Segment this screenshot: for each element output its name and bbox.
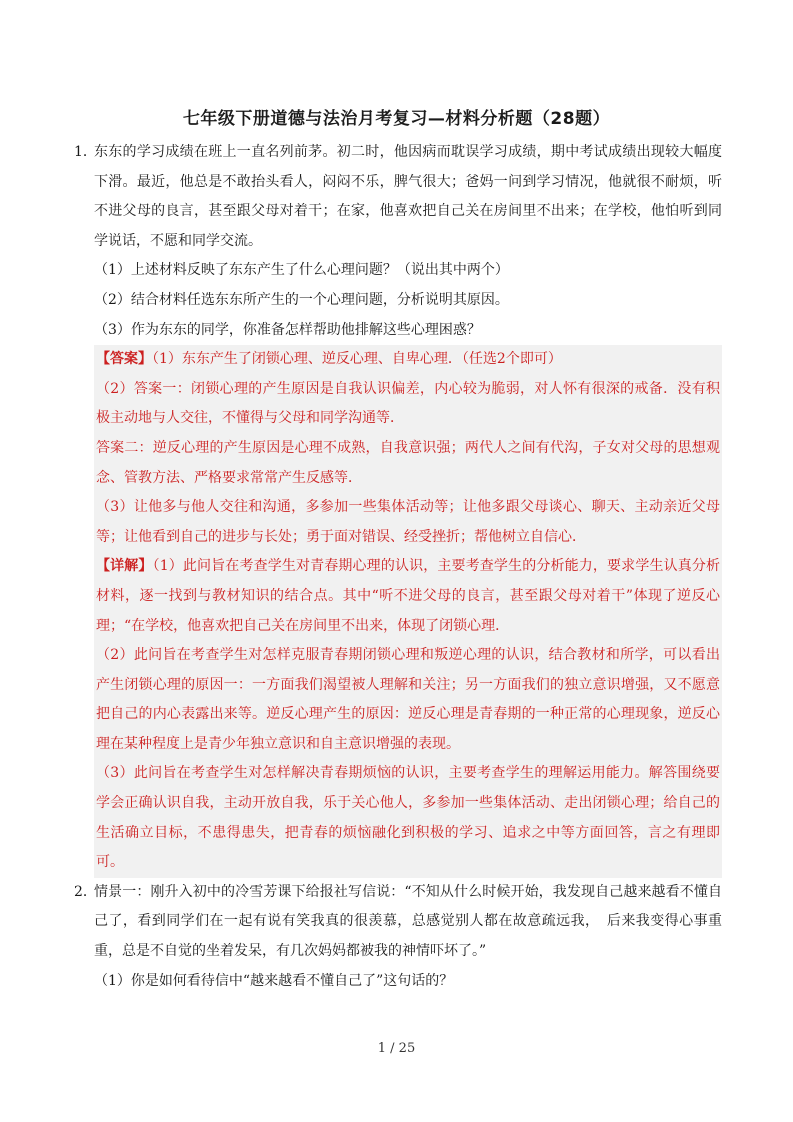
question-number: 2．	[74, 883, 97, 900]
sub-question-1: （1）上述材料反映了东东产生了什么心理问题？（说出其中两个）	[94, 262, 509, 279]
question-text: 情景一：刚升入初中的冷雪芳课下给报社写信说：“不知从什么时候开始，我发现自己越来越看不懂自己了，看到同学们在一起有说有笑我真的很羡慕，总感觉别人都在故意疏远我， 后来我变得心事重重，总是不自觉的坐着发呆，有几次妈妈都被我的神情吓坏了。”	[94, 883, 722, 960]
document-title: 七年级下册道德与法治月考复习—材料分析题（28题）	[182, 109, 611, 129]
question-number: 1．	[74, 144, 97, 160]
question-text: 东东的学习成绩在班上一直名列前茅。初二时，他因病而耽误学习成绩，期中考试成绩出现较大幅度下滑。最近，他总是不敢抬头看人，闷闷不乐，脾气很大；爸妈一问到学习情况，他就很不耐烦，听不进父母的良言，甚至跟父母对着干；在家，他喜欢把自己关在房间里不出来；在学校，他怕听到同学说话，不愿和同学交流。	[94, 144, 722, 249]
document-content	[74, 138, 722, 996]
detail-1: 【详解】（1）此问旨在考查学生对青春期心理的认识，主要考查学生的分析能力，要求学生认真分析材料，逐一找到与教材知识的结合点。其中“听不进父母的良言，甚至跟父母对着干”体现了逆反心理；“在学校，他喜欢把自己关在房间里不出来，体现了闭锁心理．	[96, 558, 721, 634]
detail-tag: 【详解】	[96, 558, 153, 575]
answer-section	[94, 345, 722, 878]
answer-tag: 【答案】	[96, 351, 152, 368]
question-1	[74, 138, 722, 256]
answer-2b: 答案二：逆反心理的产生原因是心理不成熟，自我意识强；两代人之间有代沟，子女对父母的思想观念、管教方法、严格要求常常产生反感等．	[96, 439, 720, 486]
answer-2: （2）答案一：闭锁心理的产生原因是自我认识偏差，内心较为脆弱，对人怀有很深的戒备．没有积极主动地与人交往，不懂得与父母和同学沟通等．	[96, 380, 720, 427]
answer-3: （3）让他多与他人交往和沟通，多参加一些集体活动等；让他多跟父母谈心、聊天、主动亲近父母等；让他看到自己的进步与长处；勇于面对错误、经受挫折；帮他树立自信心．	[96, 499, 720, 545]
detail-2: （2）此问旨在考查学生对怎样克服青春期闭锁心理和叛逆心理的认识，结合教材和所学，可以看出产生闭锁心理的原因一：一方面我们渴望被人理解和关注；另一方面我们的独立意识增强，又不愿意把自己的内心表露出来等。逆反心理产生的原因：逆反心理是青春期的一种正常的心理现象，逆反心理在某种程度上是青少年独立意识和自主意识增强的表现。	[96, 647, 720, 752]
sub-question-1: （1）你是如何看待信中“越来越看不懂自己了”这句话的？	[94, 972, 454, 989]
sub-question-3: （3）作为东东的同学，你准备怎样帮助他排解这些心理困惑？	[94, 321, 481, 338]
detail-3: （3）此问旨在考查学生对怎样解决青春期烦恼的认识，主要考查学生的理解运用能力。解答围绕要学会正确认识自我，主动开放自我，乐于关心他人，多参加一些集体活动、走出闭锁心理；给自己的生活确立目标，不患得患失，把青春的烦恼融化到积极的学习、追求之中等方面回答，言之有理即可。	[96, 765, 720, 871]
sub-question-2: （2）结合材料任选东东所产生的一个心理问题，分析说明其原因。	[94, 291, 509, 308]
page-number: 1 / 25	[377, 1041, 416, 1056]
answer-1: 【答案】（1）东东产生了闭锁心理、逆反心理、自卑心理．（任选2个即可）	[96, 351, 562, 368]
question-2	[74, 878, 722, 967]
